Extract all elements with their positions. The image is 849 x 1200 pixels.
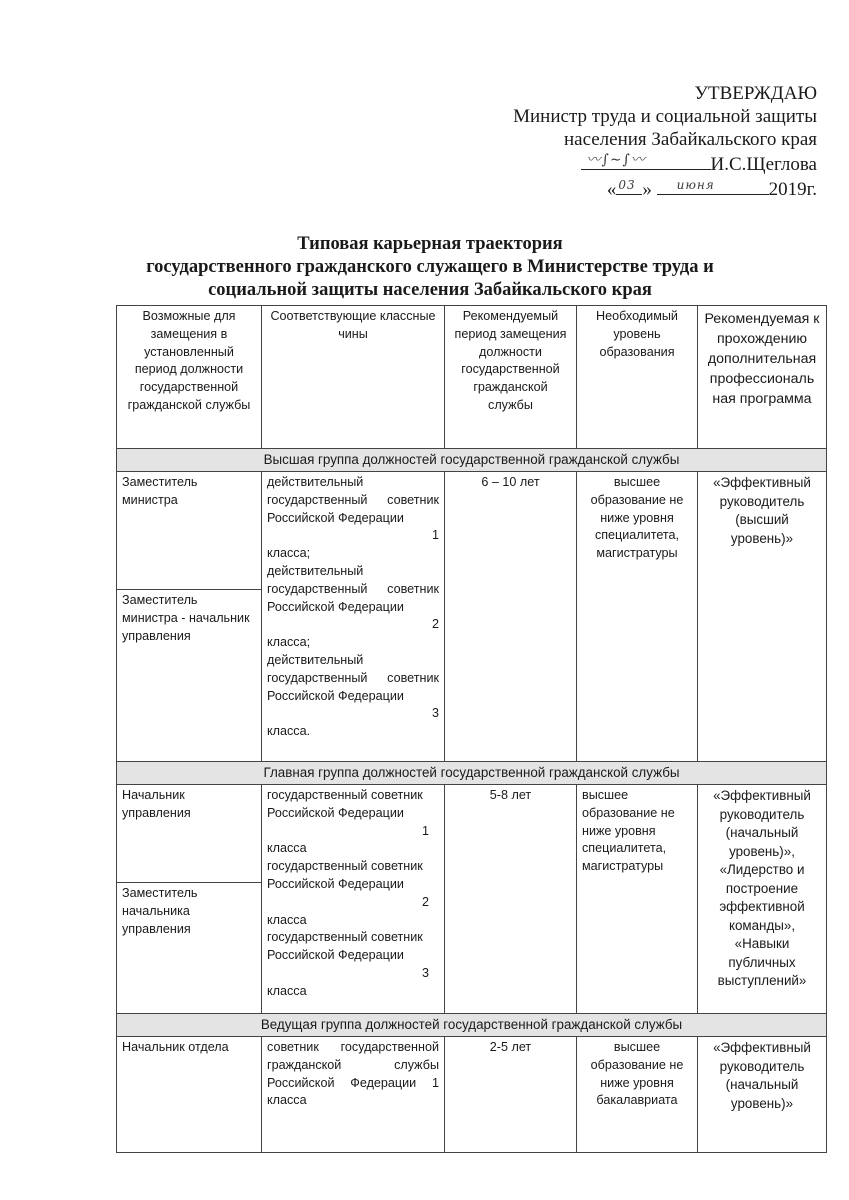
group-header-row (117, 449, 827, 472)
header-education: Необходимый уровень образования (577, 306, 698, 449)
education-cell: высшее образование не ниже уровня специалитета, магистратуры (577, 785, 698, 1014)
date-year: 2019г. (768, 179, 817, 200)
header-program: Рекомендуемая к прохождению дополнительная профессиональ ная программа (698, 306, 827, 449)
career-trajectory-table (116, 305, 827, 1153)
date-day: 03 (618, 178, 636, 192)
program-cell: «Эффективный руководитель (высший уровень)» (698, 472, 827, 762)
title-line-3: социальной защиты населения Забайкальского края (208, 280, 652, 300)
period-cell: 6 – 10 лет (445, 472, 577, 762)
header-period: Рекомендуемый период замещения должности государственной гражданской службы (445, 306, 577, 449)
education-cell: высшее образование не ниже уровня бакалавриата (577, 1037, 698, 1153)
header-positions: Возможные для замещения в установленный период должности государственной гражданской службы (117, 306, 262, 449)
ranks-cell: советник государственной гражданской службы Российской Федерации 1 класса (262, 1037, 445, 1153)
group-title-main: Главная группа должностей государственной гражданской службы (117, 762, 827, 785)
title-line-2: государственного гражданского служащего в Министерстве труда и (146, 257, 714, 277)
date-day-field (616, 176, 642, 201)
header-ranks: Соответствующие классные чины (262, 306, 445, 449)
date-month: июня (676, 178, 715, 192)
signatory-name: И.С.Щеглова (710, 154, 817, 175)
ranks-cell: государственный советник Российской Федерации 1 класса государственный советник Российской Федерации 2 класса государственный советник Российской Федерации 3 класса (262, 785, 445, 1014)
group-title-highest: Высшая группа должностей государственной гражданской службы (117, 449, 827, 472)
position-cell: Заместитель министра - начальник управления (117, 590, 262, 762)
position-cell: Начальник управления (117, 785, 262, 883)
program-cell: «Эффективный руководитель (начальный уровень)», «Лидерство и построение эффективной команды», «Навыки публичных выступлений» (698, 785, 827, 1014)
table-row (117, 472, 827, 590)
group-header-row (117, 1014, 827, 1037)
date-month-field (657, 176, 769, 201)
group-header-row (117, 762, 827, 785)
signature-field (581, 151, 711, 176)
approval-position-line1: Министр труда и социальной защиты (513, 106, 817, 127)
period-cell: 2-5 лет (445, 1037, 577, 1153)
signature-line (457, 151, 817, 176)
period-cell: 5-8 лет (445, 785, 577, 1014)
approval-block (457, 82, 817, 201)
group-title-leading: Ведущая группа должностей государственной гражданской службы (117, 1014, 827, 1037)
position-cell: Начальник отдела (117, 1037, 262, 1153)
handwritten-signature-icon: 〰∫∼∫〰 (586, 152, 646, 168)
ranks-cell: действительный государственный советник Российской Федерации 1 класса; действительный государственный советник Российской Федерации 2 класса; действительный государственный советник Российской Федерации 3 класса. (262, 472, 445, 762)
table-row (117, 785, 827, 883)
position-cell: Заместитель начальника управления (117, 883, 262, 1014)
document-title (110, 233, 750, 302)
position-cell: Заместитель министра (117, 472, 262, 590)
table-header-row (117, 306, 827, 449)
approval-heading: УТВЕРЖДАЮ (694, 83, 817, 104)
education-cell: высшее образование не ниже уровня специалитета, магистратуры (577, 472, 698, 762)
approval-position-line2: населения Забайкальского края (563, 129, 817, 150)
program-cell: «Эффективный руководитель (начальный уровень)» (698, 1037, 827, 1153)
table-row (117, 1037, 827, 1153)
title-line-1: Типовая карьерная траектория (297, 234, 563, 254)
approval-date: « 03 » июня 2019г. (457, 176, 817, 201)
